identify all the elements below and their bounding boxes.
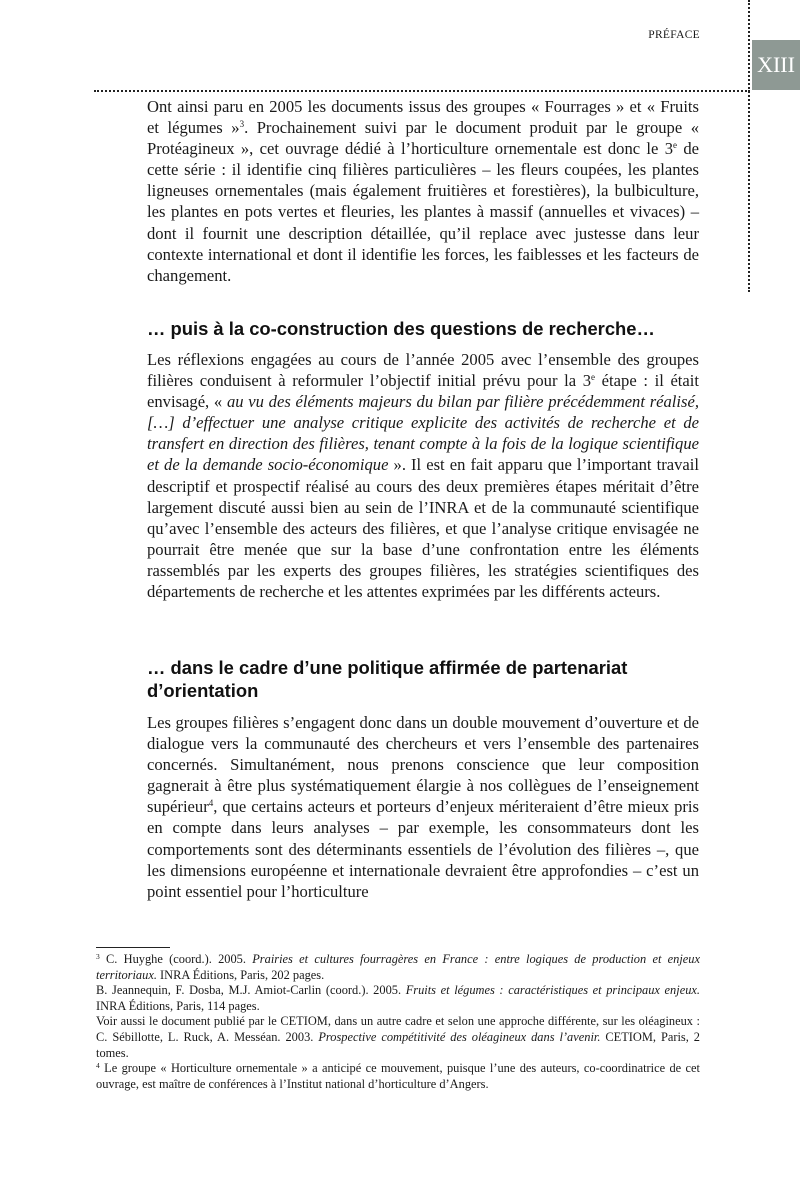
footnote-4: $^4$ Le groupe « Horticulture ornementale » a anticipé ce mouvement, puisque l’une des auteurs, co-coordinatrice de cet ouvrage, est maître de conférences à l’Institut national d’horticulture d’Angers.	[96, 1061, 700, 1091]
dotted-rule-horizontal	[94, 90, 750, 92]
footnote-3: $^3$ C. Huyghe (coord.). 2005. Prairies et cultures fourragères en France : entre logiques de production et enjeux territoriaux. INRA Éditions, Paris, 202 pages.	[96, 952, 700, 982]
running-head: PRÉFACE	[648, 29, 700, 41]
dotted-rule-vertical	[748, 0, 750, 292]
footnote-ref-3[interactable]: 3	[239, 119, 245, 130]
section-heading-co-construction: … puis à la co-construction des questions de recherche…	[147, 318, 655, 339]
quotation: au vu des éléments majeurs du bilan par filière précédemment réalisé, […] d’effectuer une analyse critique explicite des activités de recherche et de transfert en direction des filières, tenant compte à la fois de la logique scientifique et de la demande socio-économique	[147, 392, 700, 475]
footnote-3-ref-b: B. Jeannequin, F. Dosba, M.J. Amiot-Carlin (coord.). 2005. Fruits et légumes : caractéristiques et principaux enjeux. INRA Éditions, Paris, 114 pages.	[96, 983, 700, 1013]
section-heading-partenariat: … dans le cadre d’une politique affirmée de partenariat d’orientation	[147, 657, 628, 701]
paragraph-reflexions: Les réflexions engagées au cours de l’année 2005 avec l’ensemble des groupes filières conduisent à reformuler l’objectif initial prévu pour la 3e étape : il était envisagé, « au vu des éléments majeurs du bilan par filière précédemment réalisé, […] d’effectuer une analyse critique explicite des activités de recherche et de transfert en direction des filières, tenant compte à la fois de la logique scientifique et de la demande socio-économique ». Il est en fait apparu que l’important travail descriptif et prospectif réalisé au cours des deux premières étapes méritait d’être largement discuté aussi bien au sein de l’INRA et de la communauté scientifique qu’avec l’ensemble des acteurs des filières, et que l’analyse critique envisagée ne pourrait être menée que sur la base d’une confrontation entre les éléments rassemblés par les experts des groupes filières, les stratégies scientifiques des départements de recherche et les attentes exprimées par les différents acteurs.	[147, 350, 700, 602]
footnote-ref-4[interactable]: 4	[208, 798, 214, 809]
paragraph-groupes-filieres: Les groupes filières s’engagent donc dans un double mouvement d’ouverture et de dialogue vers la communauté des chercheurs et vers l’ensemble des partenaires concernés. Simultanément, nous prenons conscience que leur composition gagnerait à être plus systématiquement élargie à nos collègues de l’enseignement supérieur$^4$, que certains acteurs et porteurs d’enjeux mériteraient d’être mieux pris en compte dans leurs analyses – par exemple, les consommateurs dont les comportements sont des déterminants essentiels de l’évolution des filières –, que les dimensions européenne et internationale devraient être approfondies – c’est un point essentiel pour l’horticulture	[147, 713, 699, 901]
footnote-separator	[96, 947, 170, 948]
page-number-tab: XIII	[752, 40, 800, 90]
paragraph-intro: Ont ainsi paru en 2005 les documents issus des groupes « Fourrages » et « Fruits et légumes »$^3$. Prochainement suivi par le document produit par le groupe « Protéagineux », cet ouvrage dédié à l’horticulture ornementale est donc le 3e de cette série : il identifie cinq filières particulières – les fleurs coupées, les plantes ligneuses ornementales (mais également fruitières et forestières), la bulbiculture, les plantes en pots vertes et fleuries, les plantes à massif (annuelles et vivaces) – dont il fournit une description détaillée, qu’il replace avec justesse dans leur contexte international et dont il identifie les forces, les faiblesses et les facteurs de changement.	[147, 97, 700, 285]
footnotes	[96, 952, 700, 1092]
footnote-3-ref-c: Voir aussi le document publié par le CETIOM, dans un autre cadre et selon une approche différente, sur les oléagineux : C. Sébillotte, L. Ruck, A. Messéan. 2003. Prospective compétitivité des oléagineux dans l’avenir. CETIOM, Paris, 2 tomes.	[96, 1014, 701, 1060]
